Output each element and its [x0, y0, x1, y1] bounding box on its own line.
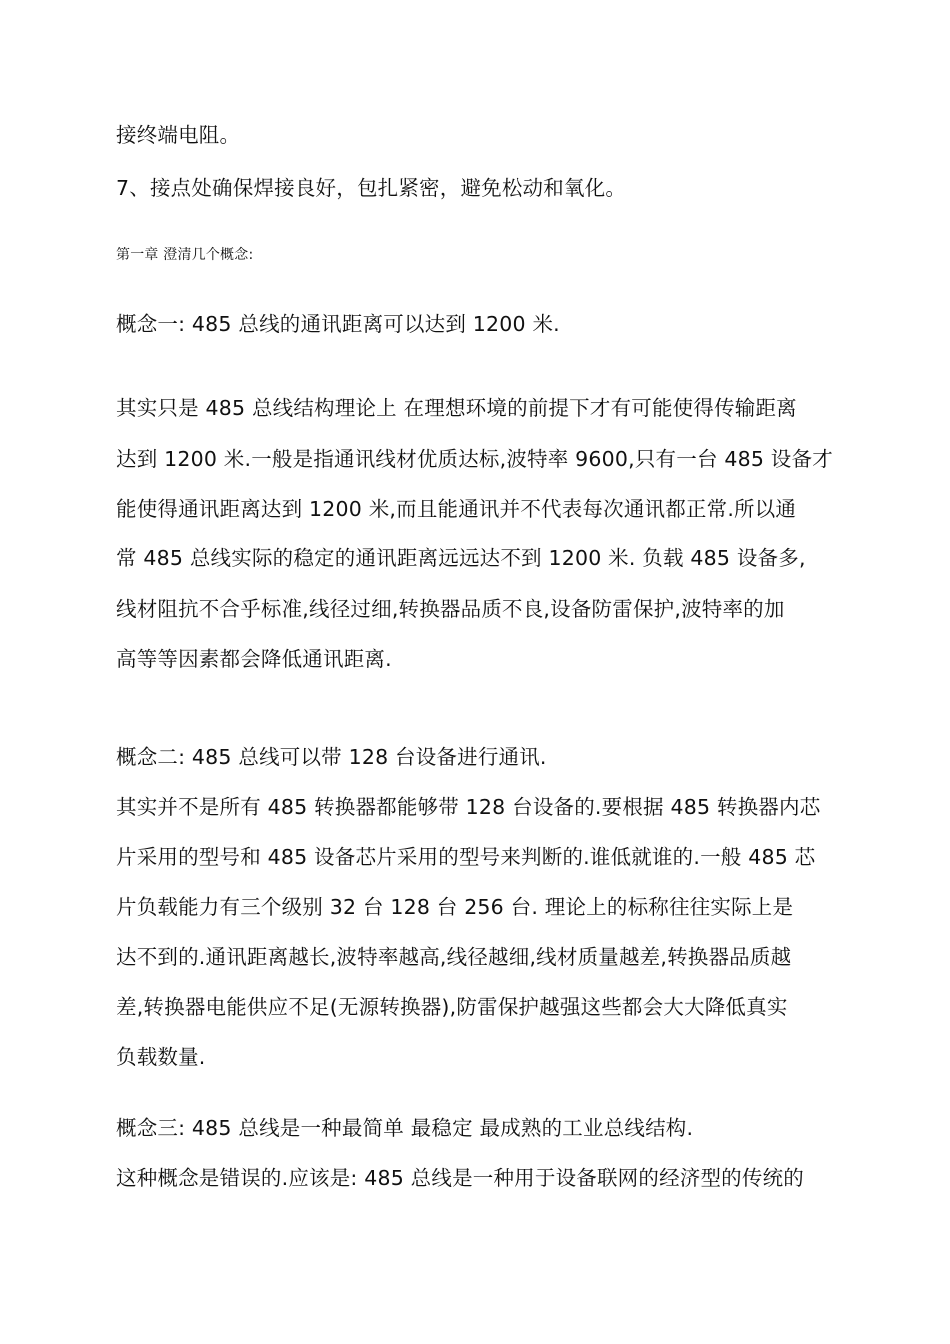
paragraph-line: 接终端电阻。 [116, 123, 241, 147]
concept-1-heading: 概念一: 485 总线的通讯距离可以达到 1200 米. [116, 312, 560, 336]
paragraph-line: 其实并不是所有 485 转换器都能够带 128 台设备的.要根据 485 转换器内芯 [116, 795, 821, 819]
paragraph-line: 达不到的.通讯距离越长,波特率越高,线径越细,线材质量越差,转换器品质越 [116, 945, 792, 969]
paragraph-line: 差,转换器电能供应不足(无源转换器),防雷保护越强这些都会大大降低真实 [116, 995, 788, 1019]
concept-2-heading: 概念二: 485 总线可以带 128 台设备进行通讯. [116, 745, 547, 769]
paragraph-line: 达到 1200 米.一般是指通讯线材优质达标,波特率 9600,只有一台 485 设备才 [116, 447, 833, 471]
paragraph-line: 这种概念是错误的.应该是: 485 总线是一种用于设备联网的经济型的传统的 [116, 1166, 804, 1190]
paragraph-line: 片负载能力有三个级别 32 台 128 台 256 台. 理论上的标称往往实际上是 [116, 895, 794, 919]
chapter-heading: 第一章 澄清几个概念: [116, 247, 254, 263]
paragraph-line: 线材阻抗不合乎标准,线径过细,转换器品质不良,设备防雷保护,波特率的加 [116, 597, 785, 621]
paragraph-line: 负载数量. [116, 1045, 206, 1069]
paragraph-line: 能使得通讯距离达到 1200 米,而且能通讯并不代表每次通讯都正常.所以通 [116, 497, 797, 521]
paragraph-line: 片采用的型号和 485 设备芯片采用的型号来判断的.谁低就谁的.一般 485 芯 [116, 845, 816, 869]
concept-3-heading: 概念三: 485 总线是一种最简单 最稳定 最成熟的工业总线结构. [116, 1116, 694, 1140]
paragraph-line: 其实只是 485 总线结构理论上 在理想环境的前提下才有可能使得传输距离 [116, 396, 797, 420]
list-item-7: 7、接点处确保焊接良好，包扎紧密，避免松动和氧化。 [116, 176, 627, 200]
paragraph-line: 常 485 总线实际的稳定的通讯距离远远达不到 1200 米. 负载 485 设备多, [116, 546, 806, 570]
paragraph-line: 高等等因素都会降低通讯距离. [116, 647, 392, 671]
